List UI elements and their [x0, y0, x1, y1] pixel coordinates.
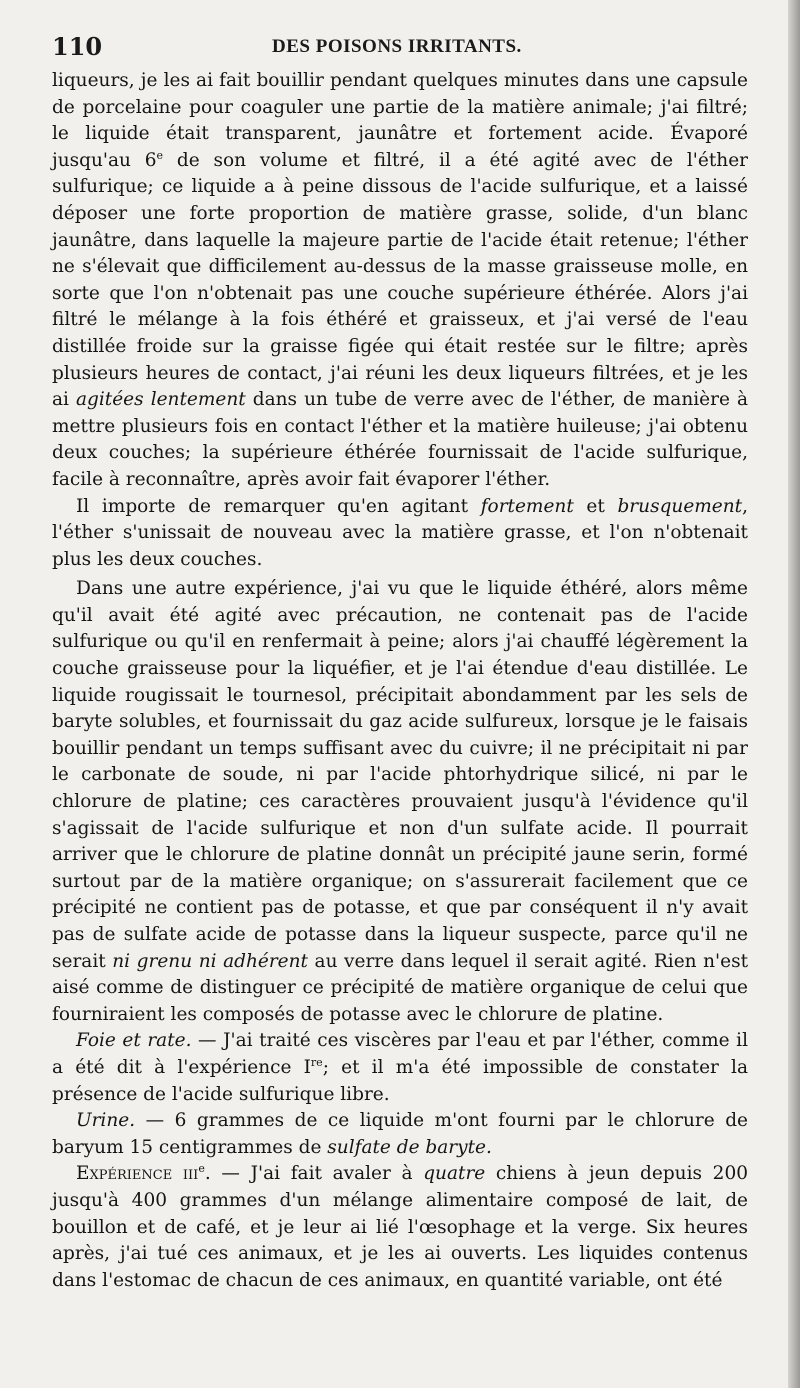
text-run: Dans une autre expérience, j'ai vu que le liquide éthéré, alors même qu'il avait été agité avec précaution, ne contenait pas de l'acide sulfurique ou qu'il en renfermait à peine; alors j'ai chauffé légèrement la couche graisseuse pour la liquéfier, et je l'ai étendue d'eau distillée. Le liquide rougissait le tournesol, précipitait abondamment par les sels de baryte solubles, et fournissait du gaz acide sulfureux, lorsque je le faisais bouillir pendant un temps suffisant avec du cuivre; il ne précipitait ni par le carbonate de soude, ni par l'acide phtorhydrique silicé, ni par le chlorure de platine; ces caractères prouvaient jusqu'à l'évidence qu'il s'agissait de l'acide sulfurique et non d'un sulfate acide. Il pourrait arriver que le chlorure de platine donnât un précipité jaune serin, formé surtout par de la matière organique; on s'assurerait facilement que ce précipité ne contient pas de potasse, et que par conséquent il n'y avait pas de sulfate acide de potasse dans la liqueur suspecte, parce qu'il ne serait [52, 578, 748, 972]
text-run: de son volume et filtré, il a été agité avec de l'éther sulfurique; ce liquide a à peine dissous de l'acide sulfurique, et a laissé déposer une forte proportion de matière grasse, solide, d'un blanc jaunâtre, dans laquelle la majeure partie de l'acide était retenue; l'éther ne s'élevait que difficilement au-dessus de la masse graisseuse molle, en sorte que l'on n'obtenait pas une couche supérieure éthérée. Alors j'ai filtré le mélange à la fois éthéré et graisseux, et j'ai versé de l'eau distillée froide sur la graisse figée qui était restée sur le filtre; après plusieurs heures de contact, j'ai réuni les deux liqueurs filtrées, et je les ai [52, 149, 748, 411]
text-run: Il importe de remarquer qu'en agitant [76, 495, 481, 517]
italic-run: quatre [423, 1163, 486, 1185]
italic-run: ni grenu ni adhérent [112, 950, 308, 972]
paragraph-foie-rate [52, 1028, 748, 1108]
text-run: liqueurs, je les ai fait bouillir pendant quelques minutes dans une capsule de porcelaine pour coaguler une partie de la matière animale; j'ai filtré; le liquide était transparent, jaunâtre et fortement acide. Évaporé jusqu'au 6 [52, 70, 748, 171]
paragraph-remark [52, 494, 748, 574]
text-run: ; et il m'a été impossible de constater la présence de l'acide sulfurique libre. [52, 1056, 748, 1105]
italic-run: sulfate de baryte. [327, 1136, 492, 1158]
text-run: — J'ai traité ces viscères par l'eau et par l'éther, comme il a été dit à l'expérience I [52, 1030, 748, 1078]
italic-run: brusquement [617, 495, 743, 517]
text-run: — 6 grammes de ce liquide m'ont fourni par le chlorure de baryum 15 centigrammes de [52, 1110, 748, 1158]
superscript: e [156, 148, 164, 162]
section-label: Foie et rate. [76, 1030, 192, 1052]
paragraph-experiment [52, 576, 748, 1028]
paragraph-urine [52, 1108, 748, 1161]
page-edge-shadow [788, 0, 800, 1388]
paragraph-continuation [52, 68, 748, 494]
superscript: e [198, 1162, 205, 1176]
text-run: . — J'ai fait avaler à [204, 1163, 424, 1185]
italic-run: agitées lentement [76, 389, 246, 411]
body-text [52, 68, 748, 1294]
text-run: dans un tube de verre avec de l'éther, de manière à mettre plusieurs fois en contact l'éther et la matière huileuse; j'ai obtenu deux couches; la supérieure éthérée fournissait de l'acide sulfurique, facile à reconnaître, après avoir fait évaporer l'éther. [52, 389, 748, 490]
section-label: Urine. [76, 1110, 136, 1132]
paragraph-experience-3 [52, 1161, 748, 1294]
superscript: re [310, 1055, 323, 1069]
text-run: , l'éther s'unissait de nouveau avec la matière grasse, et l'on n'obtenait plus les deux couches. [52, 495, 748, 570]
italic-run: fortement [480, 495, 574, 517]
text-run: et [573, 495, 618, 517]
experiment-heading: Expérience iii [76, 1163, 199, 1185]
text-run: chiens à jeun depuis 200 jusqu'à 400 grammes d'un mélange alimentaire composé de lait, de bouillon et de café, et je leur ai lié l'œsophage et la verge. Six heures après, j'ai tué ces animaux, et je les ai ouverts. Les liquides contenus dans l'estomac de chacun de ces animaux, en quantité variable, ont été [52, 1163, 748, 1291]
page-header [52, 30, 752, 66]
text-run: au verre dans lequel il serait agité. Rien n'est aisé comme de distinguer ce précipité de matière organique de celui que fourniraient les composés de potasse avec le chlorure de platine. [52, 950, 748, 1025]
page-number: 110 [52, 32, 103, 61]
running-head: DES POISONS IRRITANTS. [272, 36, 522, 57]
